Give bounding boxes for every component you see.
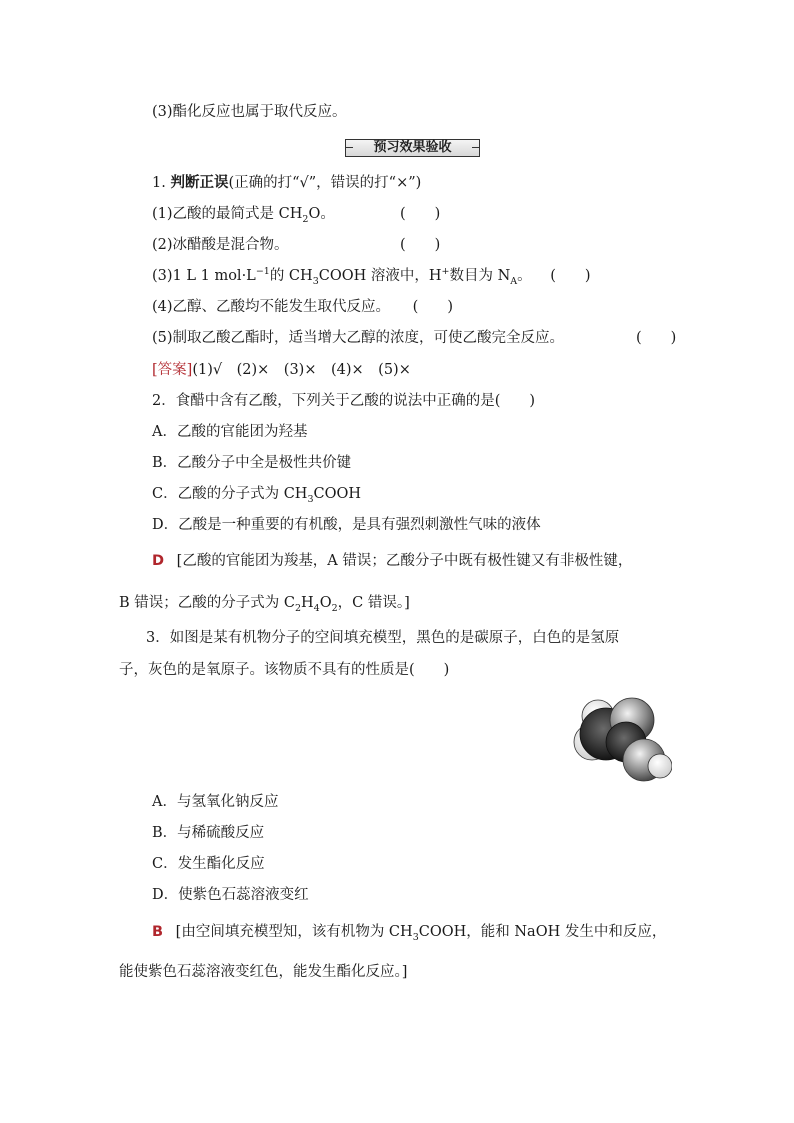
q1-item-3-mid: 的 CH <box>269 268 313 284</box>
q1-item-3-sup: −1 <box>255 266 270 278</box>
q3-explanation-2: 能使紫色石蕊溶液变红色，能发生酯化反应。] <box>119 964 408 980</box>
q1-item-2 <box>152 235 441 255</box>
q2-option-d: D．乙酸是一种重要的有机酸，是具有强烈刺激性气味的液体 <box>152 517 541 533</box>
q1-item-3-tail: 。 <box>517 268 532 284</box>
q3-explanation-1 <box>152 922 666 942</box>
q1-number: 1. <box>152 175 166 191</box>
q2-explanation-1 <box>152 551 632 571</box>
q3-explain-b: COOH，能和 NaOH 发生中和反应， <box>418 924 667 940</box>
section-banner <box>345 139 480 157</box>
q1-item-2-text: (2)冰醋酸是混合物。 <box>152 237 289 253</box>
q2-answer-letter: D <box>152 553 165 569</box>
q1-item-4-text: (4)乙醇、乙酸均不能发生取代反应。 <box>152 299 391 315</box>
acetic-acid-space-filling-model <box>568 696 672 782</box>
q2-option-b: B．乙酸分子中全是极性共价键 <box>152 455 352 471</box>
hydrogen-atom <box>648 754 672 778</box>
q1-item-1-text: (1)乙酸的最简式是 CH <box>152 206 303 222</box>
q1-item-4-paren: ( ) <box>412 299 453 315</box>
q2-option-c-tail: COOH <box>313 486 362 502</box>
q1-item-3-sub: 3 <box>312 275 319 287</box>
q1-answer <box>152 360 411 380</box>
q1-stem-bold: 判断正误 <box>170 175 229 191</box>
q1-item-3-text: (3)1 L 1 mol·L <box>152 268 256 284</box>
q3-option-c: C．发生酯化反应 <box>152 856 265 872</box>
q3-option-a: A．与氢氧化钠反应 <box>152 794 279 810</box>
q1-item-1-tail: O。 <box>308 206 335 222</box>
q1-item-3 <box>152 266 591 286</box>
q1-item-3-mid3: 数目为 N <box>449 268 511 284</box>
q1-item-5-text: (5)制取乙酸乙酯时，适当增大乙醇的浓度，可使乙酸完全反应。 <box>152 330 565 346</box>
q3-option-b: B．与稀硫酸反应 <box>152 825 265 841</box>
answer-label: [答案] <box>152 362 193 378</box>
q3-answer-letter: B <box>152 924 164 940</box>
q3-explain-sub: 3 <box>412 931 419 943</box>
q2-stem: 2．食醋中含有乙酸，下列关于乙酸的说法中正确的是( ) <box>152 393 536 409</box>
q1-stem-rest: (正确的打“√”，错误的打“×”) <box>228 175 422 191</box>
q3-explain-a: [由空间填充模型知，该有机物为 CH <box>175 924 413 940</box>
q1-item-5 <box>152 328 677 348</box>
q2-option-a: A．乙酸的官能团为羟基 <box>152 424 308 440</box>
q2-explain-sub-1: 2 <box>294 602 302 614</box>
q3-stem-2: 子，灰色的是氧原子。该物质不具有的性质是( ) <box>119 662 450 678</box>
q1-item-5-paren: ( ) <box>636 330 677 346</box>
q2-explain-sub-3: 2 <box>331 602 338 614</box>
q2-explanation-2 <box>119 593 410 613</box>
q2-explain-a: B 错误；乙酸的分子式为 C <box>119 595 295 611</box>
q1-item-3-sup2: + <box>441 266 450 278</box>
q3-stem-1: 3．如图是某有机物分子的空间填充模型，黑色的是碳原子，白色的是氢原 <box>146 630 620 646</box>
q1-item-1 <box>152 204 441 225</box>
q1-item-1-sub: 2 <box>302 213 309 225</box>
q1-item-3-mid2: COOH 溶液中，H <box>318 268 442 284</box>
q2-explain-line1: [乙酸的官能团为羧基，A 错误；乙酸分子中既有极性键又有非极性键， <box>176 553 633 569</box>
q1-item-3-paren: ( ) <box>550 268 591 284</box>
q2-explain-c: O <box>319 595 332 611</box>
q2-option-c-sub: 3 <box>307 493 314 505</box>
q2-explain-sub-2: 4 <box>313 602 320 614</box>
section-banner-label: 预习效果验收 <box>373 140 452 155</box>
q3-option-d: D．使紫色石蕊溶液变红 <box>152 887 309 903</box>
intro-line: (3)酯化反应也属于取代反应。 <box>152 104 347 120</box>
q1-item-4 <box>152 297 453 317</box>
answer-text: (1)√ (2)× (3)× (4)× (5)× <box>192 362 411 378</box>
q1-item-1-paren: ( ) <box>400 206 441 222</box>
q2-option-c <box>152 484 361 504</box>
q1-item-2-paren: ( ) <box>400 237 441 253</box>
q1-item-3-sub2: A <box>510 275 518 287</box>
q2-explain-d: ，C 错误。] <box>337 595 410 611</box>
q2-option-c-text: C．乙酸的分子式为 CH <box>152 486 308 502</box>
q2-explain-b: H <box>301 595 314 611</box>
q1-stem <box>152 173 421 193</box>
